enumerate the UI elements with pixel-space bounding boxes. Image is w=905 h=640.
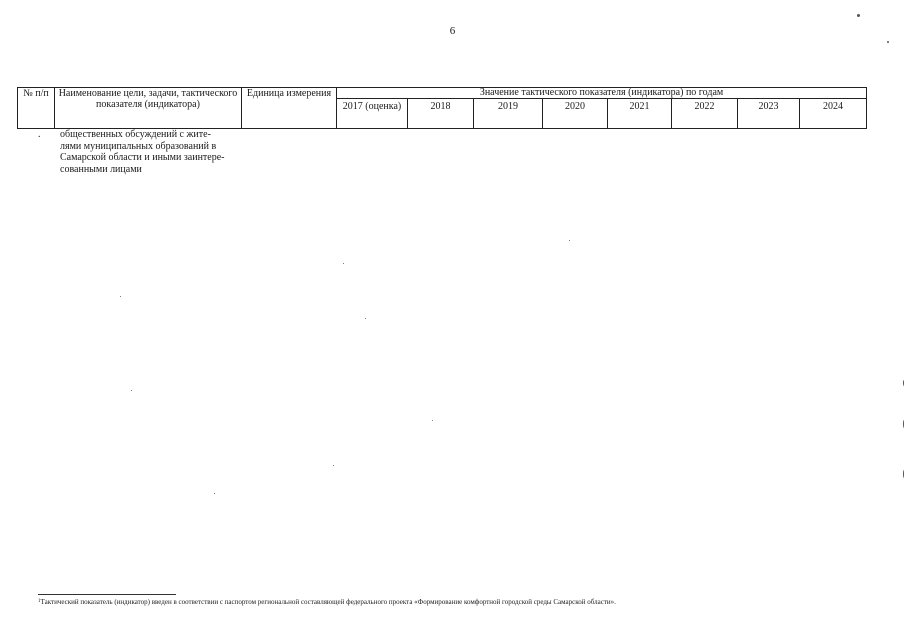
footnote-divider (38, 594, 176, 595)
scan-speck (903, 470, 904, 478)
scan-speck (903, 380, 904, 386)
scan-speck (120, 296, 121, 297)
indicator-table (17, 87, 867, 129)
header-year: 2017 (оценка) (337, 99, 408, 129)
row-number: . (38, 129, 41, 140)
scan-speck (365, 318, 366, 319)
scan-speck (903, 420, 904, 428)
header-values-group: Значение тактического показателя (индикатора) по годам (337, 88, 867, 99)
footnote-text: Тактический показатель (индикатор) введен в соответствии с паспортом региональной составляющей федерального проекта «Формирование комфортной городской среды Самарской области». (40, 598, 616, 606)
scan-speck (333, 465, 334, 466)
header-year: 2020 (543, 99, 608, 129)
header-year: 2023 (738, 99, 800, 129)
header-year: 2019 (474, 99, 543, 129)
row-name-text (60, 129, 243, 175)
scan-speck (343, 263, 344, 264)
header-year: 2022 (672, 99, 738, 129)
row-name-line: Самарской области и иными заинтере- (60, 152, 225, 163)
header-name: Наименование цели, задачи, тактического показателя (индикатора) (55, 88, 242, 129)
header-num: № п/п (18, 88, 55, 129)
header-year: 2018 (408, 99, 474, 129)
row-name-line: сованными лицами (60, 163, 142, 175)
header-year: 2021 (608, 99, 672, 129)
scan-speck (131, 390, 132, 391)
footnote (38, 598, 878, 606)
scan-speck (887, 41, 889, 43)
header-unit: Единица измерения (242, 88, 337, 129)
row-name-line: лями муниципальных образований в (60, 140, 217, 152)
scan-speck (432, 420, 433, 421)
scan-speck (214, 493, 215, 494)
footnote-marker: 1 (38, 599, 41, 604)
header-year: 2024 (800, 99, 867, 129)
page-number: 6 (449, 25, 456, 37)
scan-speck (857, 14, 860, 17)
row-name-line: общественных обсуждений с жите- (60, 129, 211, 140)
scan-speck (569, 240, 570, 241)
